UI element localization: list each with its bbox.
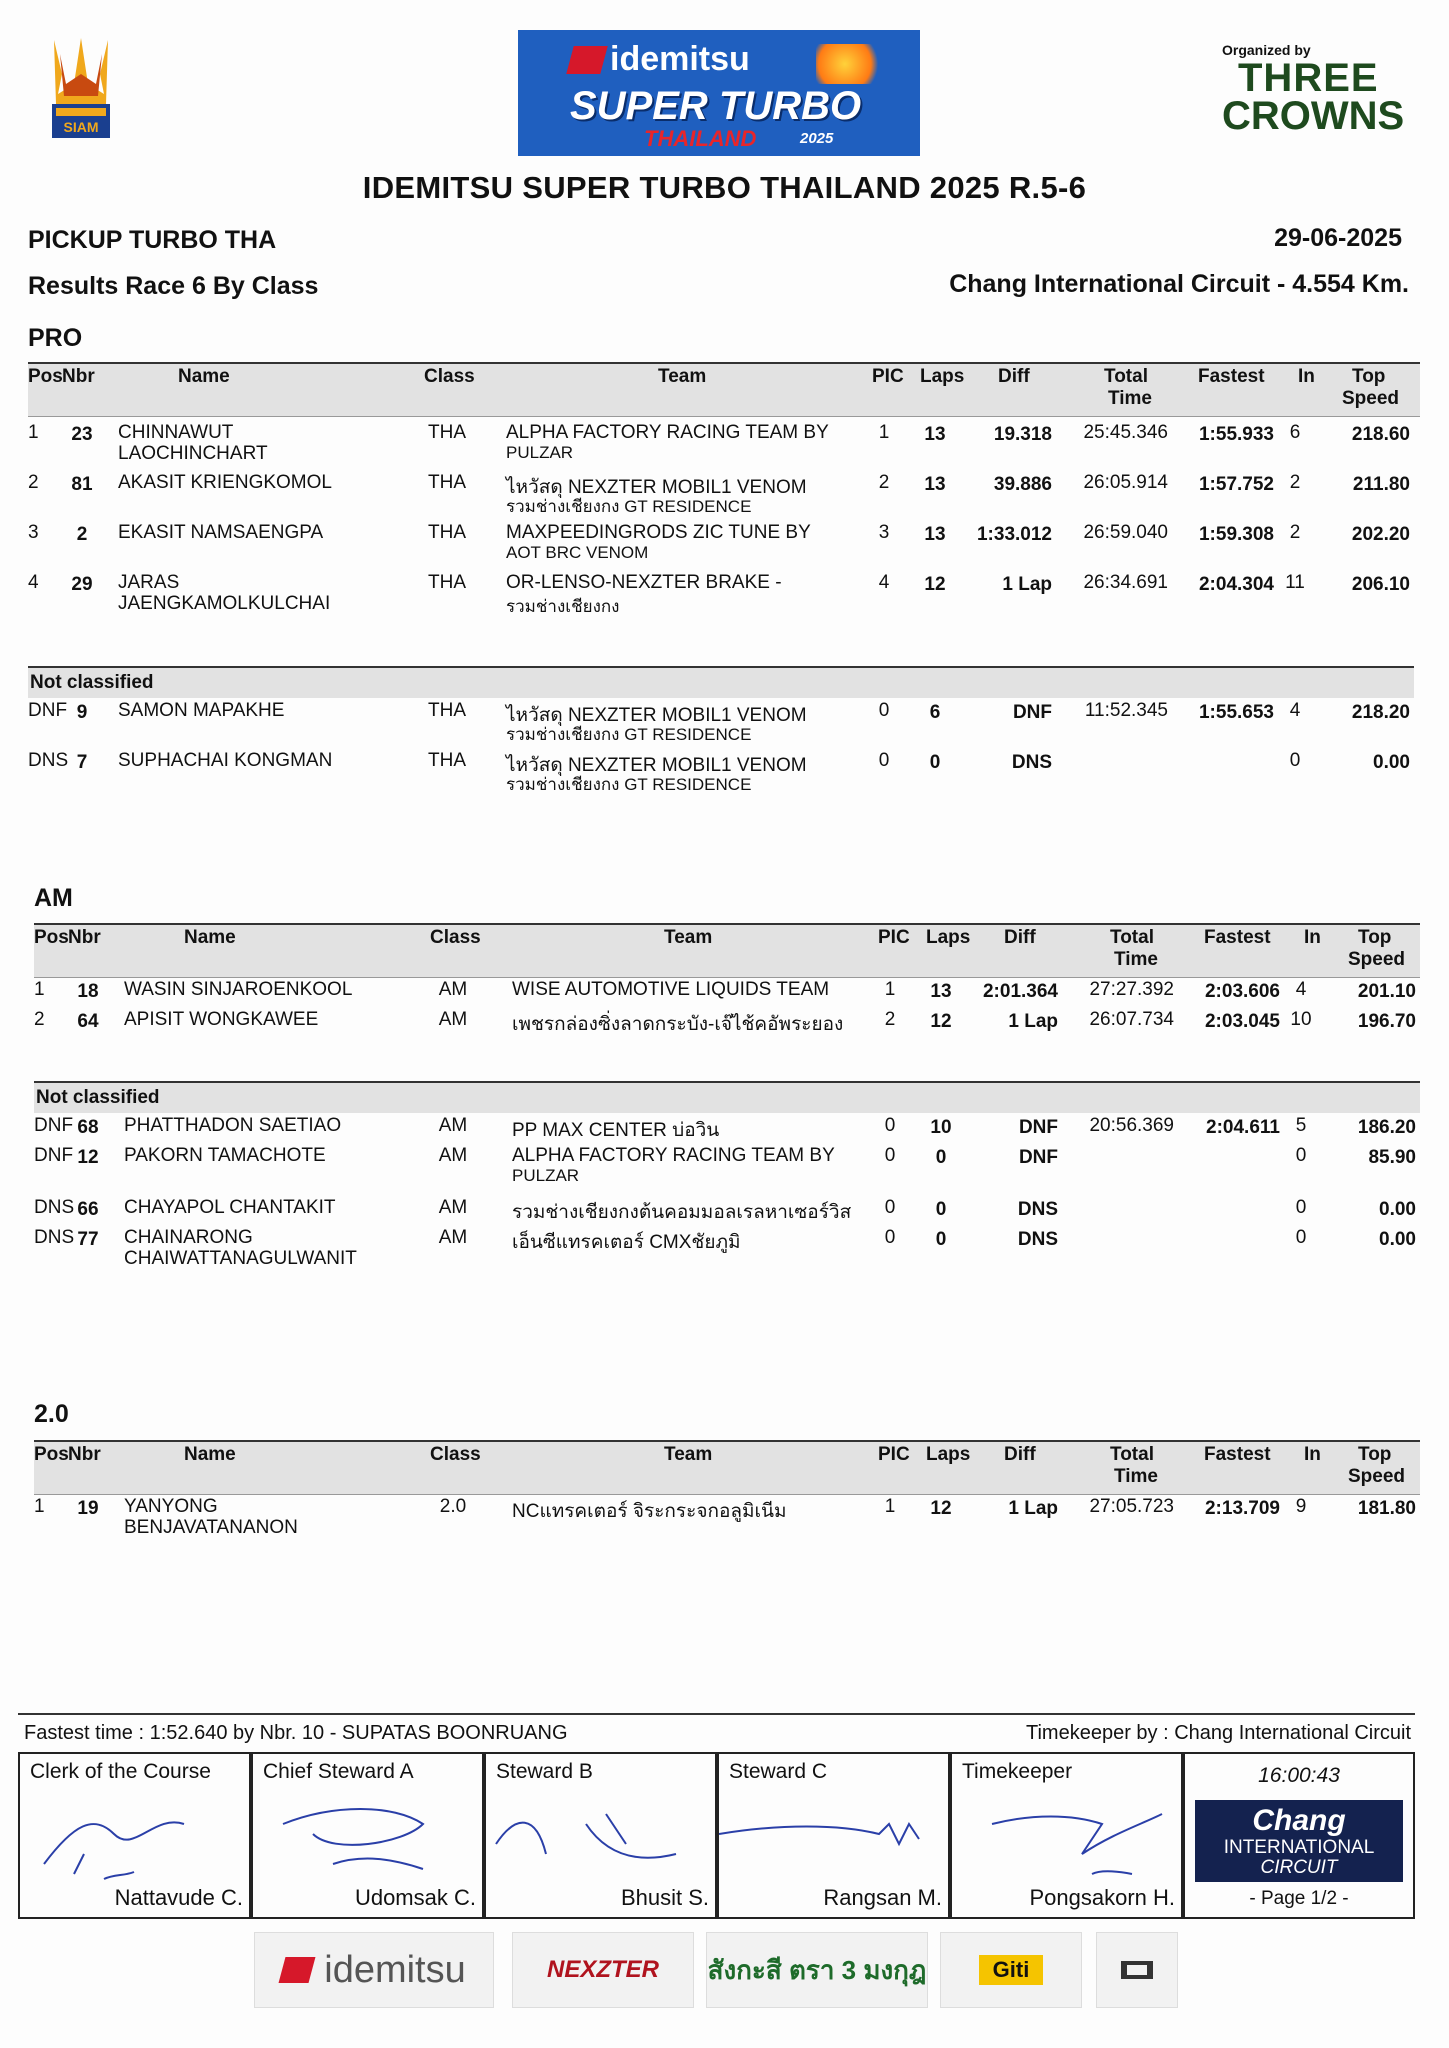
flame-turbo-icon bbox=[816, 44, 888, 84]
top-speed-cell: 218.60 bbox=[1351, 424, 1410, 445]
pos-cell: DNS bbox=[34, 1197, 75, 1218]
team-name: ไหวัสดุ NEXZTER MOBIL1 VENOM bbox=[506, 705, 807, 726]
pos-cell: DNF bbox=[28, 700, 68, 721]
sponsor-name: idemitsu bbox=[324, 1948, 466, 1991]
col-header-pic: PIC bbox=[878, 927, 910, 948]
not-classified-label: Not classified bbox=[30, 672, 154, 693]
result-row bbox=[34, 1496, 1420, 1536]
signature-box-steward-b bbox=[484, 1752, 717, 1919]
result-row bbox=[28, 572, 1414, 616]
top-speed-cell: 0.00 bbox=[1373, 752, 1410, 773]
category-label: PICKUP TURBO THA bbox=[28, 226, 277, 254]
not-classified-bar bbox=[28, 666, 1414, 698]
col-header-class: Class bbox=[430, 927, 481, 948]
signature-name: Bhusit S. bbox=[620, 1885, 709, 1910]
laps-cell: 0 bbox=[935, 1147, 947, 1168]
col-header-name: Name bbox=[184, 1444, 236, 1465]
col-header-top-speed-line2: Speed bbox=[1348, 949, 1406, 970]
super-turbo-logo bbox=[518, 30, 920, 156]
signature-title: Steward C bbox=[729, 1760, 828, 1783]
driver-name: WASIN SINJAROENKOOL bbox=[124, 979, 353, 1000]
signature-name: Nattavude C. bbox=[114, 1885, 243, 1910]
pic-cell: 0 bbox=[884, 1227, 896, 1248]
team-name: OR-LENSO-NEXZTER BRAKE - bbox=[506, 572, 782, 593]
fastest-lap-cell: 2:13.709 bbox=[1204, 1498, 1280, 1519]
driver-name-line2: LAOCHINCHART bbox=[118, 443, 268, 464]
laps-cell: 12 bbox=[930, 1498, 952, 1519]
sponsor-name: NEXZTER bbox=[546, 1956, 659, 1983]
signature-title: Clerk of the Course bbox=[30, 1760, 211, 1783]
pos-cell: 2 bbox=[28, 472, 39, 493]
fastest-lap-cell: 2:04.611 bbox=[1206, 1117, 1280, 1138]
fastest-lap-cell: 1:55.653 bbox=[1198, 702, 1274, 723]
pic-cell: 1 bbox=[878, 422, 890, 443]
not-classified-row bbox=[34, 1227, 1420, 1267]
section-am-title: AM bbox=[34, 884, 73, 912]
result-row bbox=[34, 1009, 1420, 1049]
nbr-cell: 2 bbox=[76, 524, 88, 545]
timekeeper-by-note: Timekeeper by : Chang International Circuit bbox=[1026, 1722, 1411, 1744]
page-title: IDEMITSU SUPER TURBO THAILAND 2025 R.5-6 bbox=[362, 170, 1087, 205]
organizer-logo bbox=[1212, 42, 1418, 142]
in-cell: 4 bbox=[1289, 700, 1301, 721]
class-cell: THA bbox=[428, 572, 466, 593]
diff-cell: DNS bbox=[1017, 1199, 1058, 1220]
col-header-total: Total bbox=[1110, 927, 1154, 948]
top-speed-cell: 211.80 bbox=[1352, 474, 1410, 495]
col-header-team: Team bbox=[658, 366, 707, 387]
not-classified-label: Not classified bbox=[36, 1087, 160, 1108]
class-cell: AM bbox=[438, 1009, 468, 1030]
diff-cell: 1 Lap bbox=[1008, 1498, 1058, 1519]
timing-box bbox=[1183, 1752, 1415, 1919]
pos-cell: 2 bbox=[34, 1009, 45, 1030]
sponsor-name: Giti bbox=[979, 1955, 1044, 1985]
class-cell: AM bbox=[438, 1197, 468, 1218]
col-header-name: Name bbox=[184, 927, 236, 948]
pic-cell: 3 bbox=[878, 522, 890, 543]
top-speed-cell: 186.20 bbox=[1357, 1117, 1416, 1138]
handwritten-signature bbox=[273, 1784, 473, 1884]
chang-logo-line1: Chang bbox=[1252, 1804, 1346, 1837]
sponsor-idemitsu bbox=[254, 1932, 494, 2008]
col-header-total-time-line2: Time bbox=[1114, 949, 1159, 970]
nbr-cell: 64 bbox=[77, 1011, 99, 1032]
class-cell: THA bbox=[428, 522, 466, 543]
col-header-laps: Laps bbox=[926, 1444, 971, 1465]
left-logo-text: SIAM bbox=[63, 119, 99, 135]
diff-cell: 2:01.364 bbox=[982, 981, 1058, 1002]
col-header-class: Class bbox=[424, 366, 475, 387]
signature-title: Steward B bbox=[496, 1760, 593, 1783]
circuit-label: Chang International Circuit - 4.554 Km. bbox=[949, 270, 1409, 298]
pos-cell: 1 bbox=[28, 422, 39, 443]
team-name: รวมช่างเชียงกงต้นคอมมอลเรลหาเซอร์วิส bbox=[512, 1202, 852, 1223]
pic-cell: 2 bbox=[884, 1009, 896, 1030]
nbr-cell: 18 bbox=[77, 981, 99, 1002]
col-header-in: In bbox=[1304, 1444, 1321, 1465]
sponsor-nexzter bbox=[512, 1932, 694, 2008]
top-speed-cell: 85.90 bbox=[1368, 1147, 1416, 1168]
col-header-laps: Laps bbox=[926, 927, 971, 948]
top-speed-cell: 181.80 bbox=[1357, 1498, 1416, 1519]
team-name-line2: รวมช่างเชียงกง GT RESIDENCE bbox=[506, 775, 752, 794]
page-number: - Page 1/2 - bbox=[1249, 1888, 1349, 1909]
driver-name: CHINNAWUT bbox=[118, 422, 234, 443]
driver-name: YANYONG bbox=[124, 1496, 218, 1517]
diff-cell: DNF bbox=[1012, 702, 1052, 723]
class-cell: THA bbox=[428, 422, 466, 443]
pic-cell: 0 bbox=[884, 1115, 896, 1136]
laps-cell: 0 bbox=[935, 1199, 947, 1220]
organizer-line2: CROWNS bbox=[1222, 94, 1405, 138]
driver-name: SAMON MAPAKHE bbox=[118, 700, 285, 721]
team-name: เอ็นซีแทรคเตอร์ CMXชัยภูมิ bbox=[512, 1232, 741, 1253]
pic-cell: 4 bbox=[878, 572, 890, 593]
pos-cell: 1 bbox=[34, 979, 45, 1000]
pic-cell: 0 bbox=[884, 1145, 896, 1166]
in-cell: 11 bbox=[1285, 572, 1305, 593]
pos-cell: 3 bbox=[28, 522, 39, 543]
pos-cell: DNS bbox=[34, 1227, 75, 1248]
organizer-line1: THREE bbox=[1238, 56, 1379, 100]
class-cell: 2.0 bbox=[439, 1496, 467, 1517]
signature-box-timekeeper bbox=[950, 1752, 1183, 1919]
col-header-fastest: Fastest bbox=[1204, 1444, 1271, 1465]
diff-cell: 39.886 bbox=[993, 474, 1052, 495]
col-header-pic: PIC bbox=[872, 366, 904, 387]
col-header-class: Class bbox=[430, 1444, 481, 1465]
handwritten-signature bbox=[972, 1794, 1172, 1884]
driver-name: SUPHACHAI KONGMAN bbox=[118, 750, 333, 771]
driver-name-line2: CHAIWATTANAGULWANIT bbox=[124, 1248, 357, 1269]
not-classified-row bbox=[28, 750, 1414, 794]
driver-name: CHAYAPOL CHANTAKIT bbox=[124, 1197, 336, 1218]
handwritten-signature bbox=[486, 1794, 706, 1884]
idemitsu-mark-icon bbox=[279, 1957, 316, 1983]
col-header-nbr: Nbr bbox=[68, 927, 101, 948]
col-header-team: Team bbox=[664, 1444, 713, 1465]
col-header-diff: Diff bbox=[998, 366, 1030, 387]
col-header-pos: Pos bbox=[34, 927, 69, 948]
driver-name: PHATTHADON SAETIAO bbox=[124, 1115, 342, 1136]
driver-name: PAKORN TAMACHOTE bbox=[124, 1145, 326, 1166]
organized-by-label: Organized by bbox=[1222, 42, 1311, 58]
not-classified-bar bbox=[34, 1081, 1420, 1113]
in-cell: 0 bbox=[1295, 1197, 1307, 1218]
total-time-cell: 26:05.914 bbox=[1083, 472, 1168, 493]
driver-name: JARAS bbox=[118, 572, 180, 593]
total-time-cell: 27:27.392 bbox=[1089, 979, 1174, 1000]
fastest-time-note: Fastest time : 1:52.640 by Nbr. 10 - SUPATAS BOONRUANG bbox=[24, 1722, 568, 1744]
in-cell: 5 bbox=[1295, 1115, 1307, 1136]
driver-name: CHAINARONG bbox=[124, 1227, 253, 1248]
in-cell: 2 bbox=[1289, 522, 1301, 543]
print-time: 16:00:43 bbox=[1258, 1764, 1340, 1787]
pic-cell: 1 bbox=[884, 979, 896, 1000]
signature-title: Timekeeper bbox=[962, 1760, 1073, 1783]
team-name: PP MAX CENTER บ่อวิน bbox=[512, 1120, 720, 1141]
top-speed-cell: 206.10 bbox=[1351, 574, 1410, 595]
sponsor-three-crowns bbox=[706, 1932, 928, 2008]
nbr-cell: 9 bbox=[76, 702, 88, 723]
diff-cell: DNS bbox=[1011, 752, 1052, 773]
result-row bbox=[28, 522, 1414, 562]
col-header-total: Total bbox=[1104, 366, 1148, 387]
nbr-cell: 12 bbox=[77, 1147, 99, 1168]
top-speed-cell: 196.70 bbox=[1357, 1011, 1416, 1032]
logo-thailand-text: THAILAND bbox=[644, 126, 757, 151]
pos-cell: 4 bbox=[28, 572, 39, 593]
sponsor-misc-logo bbox=[1096, 1932, 1178, 2008]
driver-name: EKASIT NAMSAENGPA bbox=[118, 522, 324, 543]
laps-cell: 0 bbox=[929, 752, 941, 773]
signature-box-steward-c bbox=[717, 1752, 950, 1919]
top-speed-cell: 202.20 bbox=[1351, 524, 1410, 545]
driver-name-line2: BENJAVATANANON bbox=[124, 1517, 298, 1538]
top-speed-cell: 0.00 bbox=[1379, 1199, 1416, 1220]
col-header-fastest: Fastest bbox=[1198, 366, 1265, 387]
total-time-cell: 26:07.734 bbox=[1089, 1009, 1174, 1030]
signature-title: Chief Steward A bbox=[263, 1760, 414, 1783]
laps-cell: 13 bbox=[924, 474, 946, 495]
driver-name: APISIT WONGKAWEE bbox=[124, 1009, 319, 1030]
chang-logo-line2: INTERNATIONAL bbox=[1223, 1837, 1375, 1858]
top-speed-cell: 201.10 bbox=[1357, 981, 1416, 1002]
driver-name-line2: JAENGKAMOLKULCHAI bbox=[118, 593, 331, 614]
pic-cell: 1 bbox=[884, 1496, 896, 1517]
col-header-top-speed-line2: Speed bbox=[1348, 1466, 1406, 1487]
in-cell: 2 bbox=[1289, 472, 1301, 493]
chang-circuit-logo bbox=[1195, 1800, 1403, 1882]
not-classified-row bbox=[28, 700, 1414, 744]
diff-cell: 1 Lap bbox=[1008, 1011, 1058, 1032]
team-name: WISE AUTOMOTIVE LIQUIDS TEAM bbox=[512, 979, 830, 1000]
team-name: MAXPEEDINGRODS ZIC TUNE BY bbox=[506, 522, 811, 543]
col-header-total-time-line2: Time bbox=[1114, 1466, 1159, 1487]
col-header-pic: PIC bbox=[878, 1444, 910, 1465]
in-cell: 0 bbox=[1289, 750, 1301, 771]
pos-cell: DNS bbox=[28, 750, 69, 771]
team-name-line2: PULZAR bbox=[512, 1166, 580, 1185]
nbr-cell: 66 bbox=[77, 1199, 99, 1220]
nbr-cell: 7 bbox=[76, 752, 88, 773]
team-name: ALPHA FACTORY RACING TEAM BY bbox=[506, 422, 829, 443]
team-name-line2: รวมช่างเชียงกง GT RESIDENCE bbox=[506, 725, 752, 744]
logo-year-text: 2025 bbox=[800, 130, 834, 147]
col-header-top-speed-line2: Speed bbox=[1342, 388, 1400, 409]
pic-cell: 0 bbox=[878, 700, 890, 721]
fastest-lap-cell: 1:59.308 bbox=[1198, 524, 1274, 545]
not-classified-row bbox=[34, 1145, 1420, 1185]
in-cell: 4 bbox=[1295, 979, 1307, 1000]
diff-cell: 19.318 bbox=[993, 424, 1052, 445]
pic-cell: 0 bbox=[878, 750, 890, 771]
total-time-cell: 25:45.346 bbox=[1083, 422, 1168, 443]
signature-name: Udomsak C. bbox=[354, 1885, 476, 1910]
diff-cell: DNF bbox=[1018, 1147, 1058, 1168]
driver-name: AKASIT KRIENGKOMOL bbox=[118, 472, 332, 493]
nbr-cell: 68 bbox=[77, 1117, 99, 1138]
nbr-cell: 81 bbox=[71, 474, 93, 495]
laps-cell: 6 bbox=[929, 702, 941, 723]
col-header-in: In bbox=[1298, 366, 1315, 387]
total-time-cell: 26:59.040 bbox=[1083, 522, 1168, 543]
class-cell: AM bbox=[438, 979, 468, 1000]
logo-idemitsu-text: idemitsu bbox=[610, 40, 750, 78]
col-header-nbr: Nbr bbox=[68, 1444, 101, 1465]
laps-cell: 0 bbox=[935, 1229, 947, 1250]
class-cell: THA bbox=[428, 700, 466, 721]
col-header-total: Total bbox=[1110, 1444, 1154, 1465]
laps-cell: 13 bbox=[924, 524, 946, 545]
col-header-team: Team bbox=[664, 927, 713, 948]
team-name: ไหวัสดุ NEXZTER MOBIL1 VENOM bbox=[506, 755, 807, 776]
section-2-0-title: 2.0 bbox=[34, 1400, 69, 1428]
laps-cell: 12 bbox=[930, 1011, 952, 1032]
col-header-in: In bbox=[1304, 927, 1321, 948]
sponsor-name: สังกะสี ตรา 3 มงกุฎ bbox=[707, 1954, 927, 1985]
class-cell: AM bbox=[438, 1145, 468, 1166]
col-header-diff: Diff bbox=[1004, 1444, 1036, 1465]
class-cell: THA bbox=[428, 472, 466, 493]
total-time-cell: 26:34.691 bbox=[1083, 572, 1168, 593]
in-cell: 9 bbox=[1295, 1496, 1307, 1517]
footer-divider bbox=[18, 1713, 1415, 1715]
col-header-diff: Diff bbox=[1004, 927, 1036, 948]
diff-cell: 1:33.012 bbox=[976, 524, 1052, 545]
fastest-lap-cell: 1:57.752 bbox=[1198, 474, 1274, 495]
fastest-lap-cell: 1:55.933 bbox=[1198, 424, 1274, 445]
pos-cell: 1 bbox=[34, 1496, 45, 1517]
pos-cell: DNF bbox=[34, 1115, 74, 1136]
class-cell: THA bbox=[428, 750, 466, 771]
results-subtitle: Results Race 6 By Class bbox=[28, 272, 319, 300]
pos-cell: DNF bbox=[34, 1145, 74, 1166]
team-name-line2: รวมช่างเชียงกง GT RESIDENCE bbox=[506, 497, 752, 516]
nbr-cell: 77 bbox=[77, 1229, 99, 1250]
col-header-fastest: Fastest bbox=[1204, 927, 1271, 948]
col-header-nbr: Nbr bbox=[62, 366, 95, 387]
in-cell: 0 bbox=[1295, 1227, 1307, 1248]
team-name-line2: AOT BRC VENOM bbox=[506, 543, 649, 562]
pic-cell: 0 bbox=[884, 1197, 896, 1218]
team-name: เพชรกล่องซิ่งลาดกระบัง-เจ๊ไช้คอัพระยอง bbox=[512, 1014, 844, 1035]
laps-cell: 13 bbox=[930, 981, 952, 1002]
fastest-lap-cell: 2:03.045 bbox=[1204, 1011, 1280, 1032]
idemitsu-mark-icon bbox=[566, 46, 608, 74]
sponsor-giti bbox=[940, 1932, 1082, 2008]
handwritten-signature bbox=[719, 1794, 939, 1874]
team-name: ALPHA FACTORY RACING TEAM BY bbox=[512, 1145, 835, 1166]
sponsor-emblem-icon bbox=[1117, 1955, 1157, 1985]
in-cell: 10 bbox=[1290, 1009, 1312, 1030]
diff-cell: DNF bbox=[1018, 1117, 1058, 1138]
section-pro-title: PRO bbox=[28, 324, 83, 352]
logo-super-turbo-text: SUPER TURBO bbox=[570, 84, 862, 128]
col-header-top: Top bbox=[1358, 927, 1392, 948]
col-header-top: Top bbox=[1358, 1444, 1392, 1465]
col-header-top: Top bbox=[1352, 366, 1386, 387]
diff-cell: 1 Lap bbox=[1002, 574, 1052, 595]
total-time-cell: 11:52.345 bbox=[1084, 700, 1168, 721]
pic-cell: 2 bbox=[878, 472, 890, 493]
signature-name: Pongsakorn H. bbox=[1029, 1885, 1175, 1910]
class-cell: AM bbox=[438, 1227, 468, 1248]
in-cell: 0 bbox=[1295, 1145, 1307, 1166]
signature-name: Rangsan M. bbox=[823, 1885, 942, 1910]
team-name: ไหวัสดุ NEXZTER MOBIL1 VENOM bbox=[506, 477, 807, 498]
fastest-lap-cell: 2:03.606 bbox=[1204, 981, 1280, 1002]
col-header-name: Name bbox=[178, 366, 230, 387]
nbr-cell: 29 bbox=[71, 574, 93, 595]
laps-cell: 12 bbox=[924, 574, 946, 595]
laps-cell: 13 bbox=[924, 424, 946, 445]
signature-box-chief-steward-a bbox=[251, 1752, 484, 1919]
total-time-cell: 27:05.723 bbox=[1089, 1496, 1174, 1517]
result-row bbox=[28, 472, 1414, 516]
diff-cell: DNS bbox=[1017, 1229, 1058, 1250]
handwritten-signature bbox=[34, 1794, 224, 1884]
chang-logo-line3: CIRCUIT bbox=[1260, 1857, 1338, 1878]
team-name-line2: รวมช่างเชียงกง bbox=[506, 597, 620, 616]
col-header-pos: Pos bbox=[28, 366, 63, 387]
team-name-line2: PULZAR bbox=[506, 443, 574, 462]
col-header-total-time-line2: Time bbox=[1108, 388, 1153, 409]
team-name: NCแทรคเตอร์ จิระกระจกอลูมิเนีม bbox=[512, 1501, 787, 1522]
result-row bbox=[28, 422, 1414, 462]
fastest-lap-cell: 2:04.304 bbox=[1198, 574, 1274, 595]
total-time-cell: 20:56.369 bbox=[1089, 1115, 1174, 1136]
class-cell: AM bbox=[438, 1115, 468, 1136]
laps-cell: 10 bbox=[930, 1117, 952, 1138]
signature-box-clerk bbox=[18, 1752, 251, 1919]
top-speed-cell: 218.20 bbox=[1351, 702, 1410, 723]
in-cell: 6 bbox=[1289, 422, 1301, 443]
race-date: 29-06-2025 bbox=[1274, 224, 1402, 252]
col-header-pos: Pos bbox=[34, 1444, 69, 1465]
top-speed-cell: 0.00 bbox=[1379, 1229, 1416, 1250]
nbr-cell: 23 bbox=[71, 424, 93, 445]
col-header-laps: Laps bbox=[920, 366, 965, 387]
left-logo bbox=[46, 34, 116, 144]
nbr-cell: 19 bbox=[77, 1498, 99, 1519]
